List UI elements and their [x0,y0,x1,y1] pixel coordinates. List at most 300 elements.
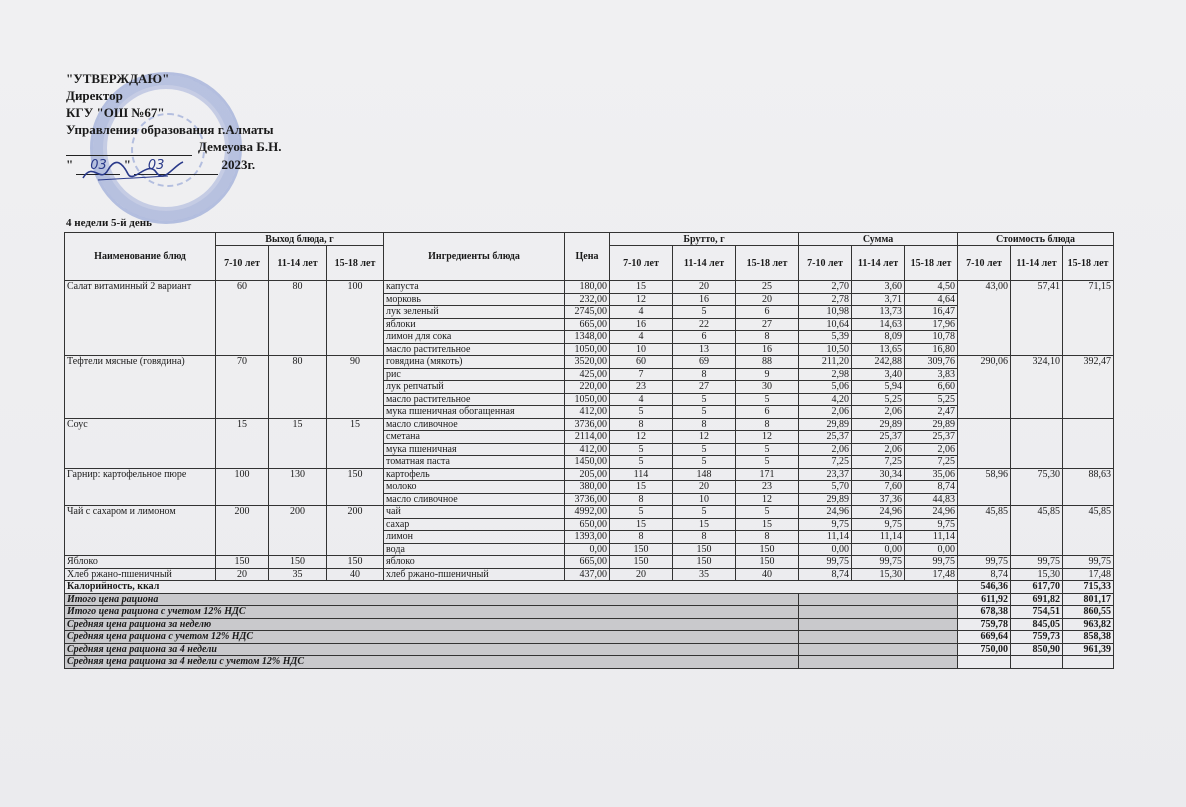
ingredient-brutto: 5 [610,456,673,469]
dish-output-value: 15 [216,418,269,468]
ingredient-brutto: 150 [610,543,673,556]
ingredient-sum: 6,60 [905,381,958,394]
header-sum-age-2: 11-14 лет [852,246,905,281]
dish-output-value: 80 [269,356,327,419]
ingredient-name: лук репчатый [384,381,565,394]
ingredient-sum: 17,48 [905,568,958,581]
ingredient-price: 220,00 [565,381,610,394]
ingredient-name: рис [384,368,565,381]
ingredient-name: масло сливочное [384,493,565,506]
total-spacer [799,656,958,669]
ingredient-price: 3736,00 [565,493,610,506]
total-label: Итого цена рациона с учетом 12% НДС [65,606,799,619]
dish-name: Тефтели мясные (говядина) [65,356,216,419]
ingredient-brutto: 12 [673,431,736,444]
dish-output-value: 100 [216,468,269,506]
ingredient-sum: 9,75 [905,518,958,531]
ingredient-name: сметана [384,431,565,444]
dish-output-value: 200 [269,506,327,556]
ingredient-brutto: 88 [736,356,799,369]
total-value: 754,51 [1011,606,1063,619]
approval-signature-line [66,138,282,156]
date-month-value: 03 [147,158,165,173]
header-cost-age-2: 11-14 лет [1011,246,1063,281]
dish-cost-value: 71,15 [1063,281,1114,356]
total-value: 669,64 [958,631,1011,644]
ingredient-brutto: 15 [610,481,673,494]
ingredient-brutto: 12 [736,431,799,444]
ingredient-brutto: 4 [610,331,673,344]
dish-cost-value: 57,41 [1011,281,1063,356]
ingredient-price: 3520,00 [565,356,610,369]
ingredient-sum: 242,88 [852,356,905,369]
ingredient-brutto: 5 [673,393,736,406]
ingredient-sum: 309,76 [905,356,958,369]
calories-value: 546,36 [958,581,1011,594]
total-row [65,643,1114,656]
ingredient-brutto: 8 [736,531,799,544]
ingredient-sum: 4,20 [799,393,852,406]
total-row [65,631,1114,644]
total-row [65,618,1114,631]
ingredient-brutto: 4 [610,393,673,406]
ingredient-sum: 13,65 [852,343,905,356]
ingredient-brutto: 7 [610,368,673,381]
ingredient-sum: 99,75 [799,556,852,569]
ingredient-brutto: 150 [736,556,799,569]
dish-cost-value: 58,96 [958,468,1011,506]
calories-row [65,581,1114,594]
ingredient-row [65,418,1114,431]
approval-date: " 03 " 03 2023г. [66,157,256,173]
dish-output-value: 60 [216,281,269,356]
ingredient-sum: 7,25 [905,456,958,469]
ingredient-sum: 2,06 [905,443,958,456]
total-spacer [799,606,958,619]
dish-output-value: 150 [216,556,269,569]
ingredient-brutto: 60 [610,356,673,369]
dish-output-value: 130 [269,468,327,506]
ingredient-sum: 7,25 [799,456,852,469]
dish-output-value: 90 [327,356,384,419]
total-value: 750,00 [958,643,1011,656]
ingredient-sum: 11,14 [905,531,958,544]
ingredient-sum: 5,70 [799,481,852,494]
date-day: 03 [76,157,120,175]
menu-cost-table [64,232,1114,669]
ingredient-sum: 2,70 [799,281,852,294]
ingredient-brutto: 23 [736,481,799,494]
approval-organization: КГУ "ОШ №67" [66,105,165,120]
ingredient-sum: 2,98 [799,368,852,381]
ingredient-sum: 9,75 [799,518,852,531]
ingredient-price: 412,00 [565,443,610,456]
ingredient-price: 650,00 [565,518,610,531]
ingredient-sum: 0,00 [852,543,905,556]
dish-output-value: 70 [216,356,269,419]
total-value: 801,17 [1063,593,1114,606]
total-value: 759,78 [958,618,1011,631]
ingredient-price: 2114,00 [565,431,610,444]
calories-value: 617,70 [1011,581,1063,594]
total-row [65,593,1114,606]
dish-output-value: 40 [327,568,384,581]
ingredient-sum: 3,60 [852,281,905,294]
ingredient-sum: 30,34 [852,468,905,481]
ingredient-brutto: 148 [673,468,736,481]
handwritten-signature [78,156,188,186]
ingredient-brutto: 13 [673,343,736,356]
ingredient-price: 380,00 [565,481,610,494]
ingredient-price: 412,00 [565,406,610,419]
ingredient-name: хлеб ржано-пшеничный [384,568,565,581]
dish-cost-value: 290,06 [958,356,1011,419]
ingredient-sum: 8,74 [799,568,852,581]
ingredient-brutto: 5 [610,443,673,456]
approval-title: "УТВЕРЖДАЮ" [66,71,170,86]
ingredient-sum: 15,30 [852,568,905,581]
ingredient-brutto: 10 [673,493,736,506]
dish-cost-value [958,418,1011,468]
ingredient-price: 205,00 [565,468,610,481]
total-value: 678,38 [958,606,1011,619]
ingredient-sum: 2,06 [799,406,852,419]
approval-position: Директор [66,88,123,103]
ingredient-brutto: 8 [673,531,736,544]
dish-cost-value: 88,63 [1063,468,1114,506]
dish-cost-value: 8,74 [958,568,1011,581]
ingredient-sum: 4,64 [905,293,958,306]
ingredient-sum: 24,96 [905,506,958,519]
dish-name: Салат витаминный 2 вариант [65,281,216,356]
header-brutto-age-1: 7-10 лет [610,246,673,281]
ingredient-sum: 29,89 [905,418,958,431]
ingredient-price: 437,00 [565,568,610,581]
ingredient-sum: 2,47 [905,406,958,419]
dish-output-value: 15 [269,418,327,468]
ingredient-sum: 10,78 [905,331,958,344]
ingredient-row [65,281,1114,294]
ingredient-price: 180,00 [565,281,610,294]
ingredient-price: 665,00 [565,556,610,569]
dish-cost-value: 99,75 [958,556,1011,569]
total-label: Средняя цена рациона за неделю [65,618,799,631]
ingredient-row [65,556,1114,569]
ingredient-sum: 2,06 [852,406,905,419]
ingredient-sum: 37,36 [852,493,905,506]
ingredient-brutto: 20 [736,293,799,306]
ingredient-sum: 23,37 [799,468,852,481]
ingredient-price: 1393,00 [565,531,610,544]
total-value: 759,73 [1011,631,1063,644]
dish-name: Соус [65,418,216,468]
ingredient-brutto: 20 [673,481,736,494]
date-year: 2023г. [221,157,256,172]
dish-name: Гарнир: картофельное пюре [65,468,216,506]
ingredient-brutto: 20 [610,568,673,581]
ingredient-sum: 16,47 [905,306,958,319]
ingredient-sum: 24,96 [799,506,852,519]
total-value: 961,39 [1063,643,1114,656]
ingredient-brutto: 8 [610,531,673,544]
ingredient-price: 4992,00 [565,506,610,519]
ingredient-price: 1050,00 [565,393,610,406]
dish-cost-value: 324,10 [1011,356,1063,419]
total-label: Средняя цена рациона за 4 недели с учетом 12% НДС [65,656,799,669]
ingredient-sum: 5,39 [799,331,852,344]
ingredient-brutto: 6 [736,406,799,419]
total-value [958,656,1011,669]
ingredient-brutto: 12 [610,293,673,306]
ingredient-name: яблоко [384,556,565,569]
ingredient-name: говядина (мякоть) [384,356,565,369]
header-output-age-3: 15-18 лет [327,246,384,281]
ingredient-sum: 25,37 [905,431,958,444]
ingredient-name: сахар [384,518,565,531]
ingredient-sum: 29,89 [799,493,852,506]
ingredient-brutto: 15 [673,518,736,531]
total-label: Средняя цена рациона за 4 недели [65,643,799,656]
ingredient-sum: 0,00 [799,543,852,556]
ingredient-brutto: 30 [736,381,799,394]
ingredient-name: масло сливочное [384,418,565,431]
ingredient-brutto: 12 [610,431,673,444]
ingredient-name: морковь [384,293,565,306]
ingredient-name: масло растительное [384,393,565,406]
total-spacer [799,631,958,644]
ingredient-row [65,468,1114,481]
ingredient-price: 665,00 [565,318,610,331]
ingredient-brutto: 5 [673,456,736,469]
header-brutto-age-3: 15-18 лет [736,246,799,281]
ingredient-brutto: 5 [610,506,673,519]
signature-blank [66,138,192,156]
ingredient-sum: 5,06 [799,381,852,394]
ingredient-brutto: 16 [736,343,799,356]
ingredient-brutto: 5 [736,393,799,406]
ingredient-name: молоко [384,481,565,494]
ingredient-name: капуста [384,281,565,294]
ingredient-brutto: 27 [673,381,736,394]
ingredient-brutto: 40 [736,568,799,581]
approval-signer: Демеуова Б.Н. [198,139,282,154]
ingredient-brutto: 16 [610,318,673,331]
ingredient-brutto: 6 [736,306,799,319]
dish-cost-value: 17,48 [1063,568,1114,581]
calories-value: 715,33 [1063,581,1114,594]
ingredient-sum: 17,96 [905,318,958,331]
total-row [65,656,1114,669]
dish-cost-value: 45,85 [1063,506,1114,556]
ingredient-name: чай [384,506,565,519]
header-output-age-1: 7-10 лет [216,246,269,281]
ingredient-sum: 4,50 [905,281,958,294]
ingredient-brutto: 5 [610,406,673,419]
ingredient-sum: 9,75 [852,518,905,531]
ingredient-brutto: 150 [610,556,673,569]
header-sum-age-3: 15-18 лет [905,246,958,281]
dish-cost-value: 45,85 [958,506,1011,556]
ingredient-sum: 3,83 [905,368,958,381]
ingredient-brutto: 150 [736,543,799,556]
total-row [65,606,1114,619]
ingredient-sum: 7,25 [852,456,905,469]
ingredient-name: томатная паста [384,456,565,469]
ingredient-name: лук зеленый [384,306,565,319]
ingredient-brutto: 15 [610,281,673,294]
header-output-age-2: 11-14 лет [269,246,327,281]
ingredient-sum: 14,63 [852,318,905,331]
ingredient-name: мука пшеничная [384,443,565,456]
ingredient-name: вода [384,543,565,556]
header-brutto-age-2: 11-14 лет [673,246,736,281]
ingredient-brutto: 5 [673,443,736,456]
ingredient-sum: 5,94 [852,381,905,394]
menu-table-body [65,281,1114,669]
dish-cost-value: 75,30 [1011,468,1063,506]
ingredient-brutto: 25 [736,281,799,294]
dish-output-value: 200 [216,506,269,556]
total-spacer [799,593,958,606]
dish-output-value: 150 [269,556,327,569]
ingredient-sum: 2,06 [799,443,852,456]
table-header-row-1 [65,233,1114,246]
ingredient-sum: 29,89 [852,418,905,431]
dish-name: Чай с сахаром и лимоном [65,506,216,556]
ingredient-brutto: 8 [673,418,736,431]
total-value: 860,55 [1063,606,1114,619]
ingredient-brutto: 171 [736,468,799,481]
ingredient-price: 1348,00 [565,331,610,344]
dish-output-value: 100 [327,281,384,356]
ingredient-price: 232,00 [565,293,610,306]
total-value: 611,92 [958,593,1011,606]
ingredient-sum: 25,37 [799,431,852,444]
header-cost-age-1: 7-10 лет [958,246,1011,281]
total-value: 845,05 [1011,618,1063,631]
header-price: Цена [565,233,610,281]
ingredient-brutto: 27 [736,318,799,331]
ingredient-sum: 25,37 [852,431,905,444]
ingredient-brutto: 9 [736,368,799,381]
ingredient-sum: 99,75 [852,556,905,569]
dish-output-value: 35 [269,568,327,581]
ingredient-sum: 10,50 [799,343,852,356]
ingredient-sum: 8,09 [852,331,905,344]
ingredient-sum: 24,96 [852,506,905,519]
ingredient-sum: 3,71 [852,293,905,306]
ingredient-sum: 2,06 [852,443,905,456]
header-cost-age-3: 15-18 лет [1063,246,1114,281]
ingredient-sum: 35,06 [905,468,958,481]
ingredient-price: 0,00 [565,543,610,556]
ingredient-sum: 99,75 [905,556,958,569]
ingredient-brutto: 8 [736,331,799,344]
total-label: Итого цена рациона [65,593,799,606]
header-brutto: Брутто, г [610,233,799,246]
ingredient-brutto: 5 [736,456,799,469]
total-spacer [799,618,958,631]
dish-cost-value: 15,30 [1011,568,1063,581]
ingredient-sum: 13,73 [852,306,905,319]
total-value: 850,90 [1011,643,1063,656]
ingredient-brutto: 114 [610,468,673,481]
ingredient-brutto: 150 [673,556,736,569]
ingredient-name: лимон [384,531,565,544]
ingredient-row [65,506,1114,519]
ingredient-brutto: 5 [736,443,799,456]
ingredient-sum: 8,74 [905,481,958,494]
header-sum-age-1: 7-10 лет [799,246,852,281]
ingredient-sum: 2,78 [799,293,852,306]
ingredient-brutto: 150 [673,543,736,556]
ingredient-brutto: 69 [673,356,736,369]
ingredient-brutto: 6 [673,331,736,344]
ingredient-brutto: 22 [673,318,736,331]
dish-output-value: 150 [327,556,384,569]
ingredient-sum: 16,80 [905,343,958,356]
ingredient-sum: 11,14 [799,531,852,544]
ingredient-price: 1450,00 [565,456,610,469]
ingredient-name: яблоки [384,318,565,331]
approval-department: Управления образования г.Алматы [66,122,274,137]
ingredient-name: масло растительное [384,343,565,356]
ingredient-sum: 5,25 [852,393,905,406]
ingredient-brutto: 16 [673,293,736,306]
ingredient-row [65,356,1114,369]
menu-day-note: 4 недели 5-й день [66,217,152,229]
ingredient-sum: 11,14 [852,531,905,544]
ingredient-brutto: 12 [736,493,799,506]
ingredient-sum: 29,89 [799,418,852,431]
ingredient-brutto: 8 [610,493,673,506]
ingredient-sum: 5,25 [905,393,958,406]
dish-output-value: 80 [269,281,327,356]
dish-cost-value [1011,418,1063,468]
header-ingredients: Ингредиенты блюда [384,233,565,281]
ingredient-brutto: 5 [736,506,799,519]
dish-cost-value: 43,00 [958,281,1011,356]
ingredient-price: 425,00 [565,368,610,381]
dish-cost-value: 99,75 [1011,556,1063,569]
total-value: 691,82 [1011,593,1063,606]
ingredient-sum: 211,20 [799,356,852,369]
total-value [1063,656,1114,669]
dish-output-value: 20 [216,568,269,581]
header-output: Выход блюда, г [216,233,384,246]
ingredient-brutto: 8 [610,418,673,431]
dish-cost-value [1063,418,1114,468]
ingredient-brutto: 5 [673,306,736,319]
ingredient-brutto: 20 [673,281,736,294]
dish-output-value: 150 [327,468,384,506]
ingredient-sum: 10,98 [799,306,852,319]
ingredient-sum: 7,60 [852,481,905,494]
dish-cost-value: 99,75 [1063,556,1114,569]
ingredient-price: 2745,00 [565,306,610,319]
dish-name: Яблоко [65,556,216,569]
ingredient-brutto: 5 [673,506,736,519]
ingredient-brutto: 5 [673,406,736,419]
ingredient-sum: 3,40 [852,368,905,381]
ingredient-brutto: 8 [736,418,799,431]
dish-cost-value: 392,47 [1063,356,1114,419]
ingredient-brutto: 23 [610,381,673,394]
ingredient-price: 3736,00 [565,418,610,431]
ingredient-price: 1050,00 [565,343,610,356]
header-dish: Наименование блюд [65,233,216,281]
ingredient-name: мука пшеничная обогащенная [384,406,565,419]
